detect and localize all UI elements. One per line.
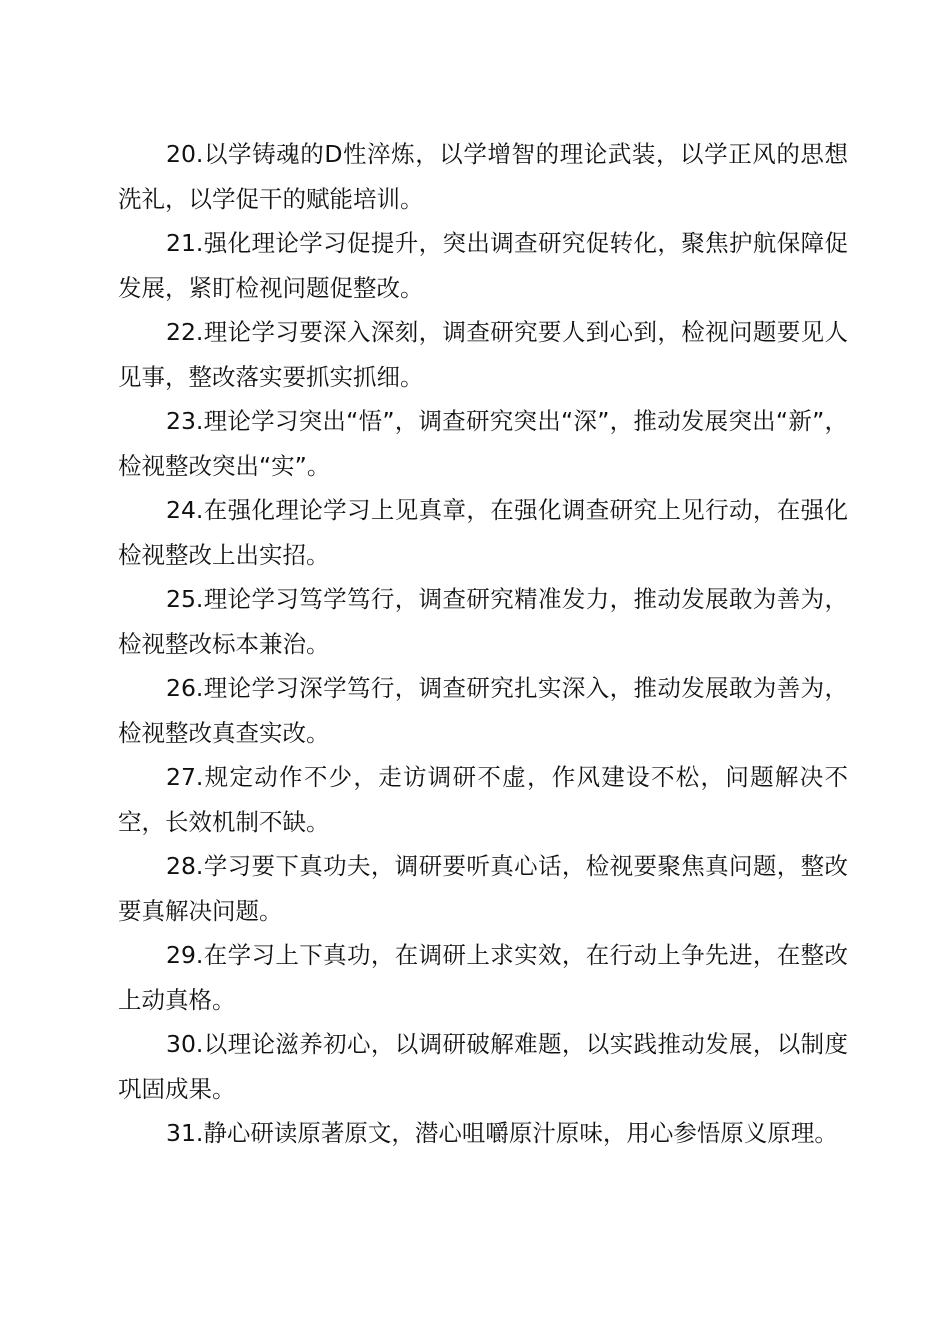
- list-item-20: 20.以学铸魂的D性淬炼，以学增智的理论武装，以学正风的思想洗礼，以学促干的赋能培训。: [118, 140, 848, 213]
- list-item-21: 21.强化理论学习促提升，突出调查研究促转化，聚焦护航保障促发展，紧盯检视问题促整改。: [118, 229, 848, 302]
- list-item-25: 25.理论学习笃学笃行，调查研究精准发力，推动发展敢为善为，检视整改标本兼治。: [118, 585, 848, 658]
- list-item-22: 22.理论学习要深入深刻，调查研究要人到心到，检视问题要见人见事，整改落实要抓实抓细。: [118, 318, 848, 391]
- list-item-29: 29.在学习上下真功，在调研上求实效，在行动上争先进，在整改上动真格。: [118, 941, 848, 1014]
- list-item-30: 30.以理论滋养初心，以调研破解难题，以实践推动发展，以制度巩固成果。: [118, 1030, 848, 1103]
- document-body: [118, 132, 848, 1156]
- list-item-26: 26.理论学习深学笃行，调查研究扎实深入，推动发展敢为善为，检视整改真查实改。: [118, 674, 848, 747]
- list-item-31: 31.静心研读原著原文，潜心咀嚼原汁原味，用心参悟原义原理。: [166, 1119, 838, 1147]
- list-item-24: 24.在强化理论学习上见真章，在强化调查研究上见行动，在强化检视整改上出实招。: [118, 496, 848, 569]
- list-item-28: 28.学习要下真功夫，调研要听真心话，检视要聚焦真问题，整改要真解决问题。: [118, 852, 848, 925]
- list-item-27: 27.规定动作不少，走访调研不虚，作风建设不松，问题解决不空，长效机制不缺。: [118, 763, 848, 836]
- list-item-23: 23.理论学习突出“悟”，调查研究突出“深”，推动发展突出“新”，检视整改突出“实”。: [118, 407, 848, 480]
